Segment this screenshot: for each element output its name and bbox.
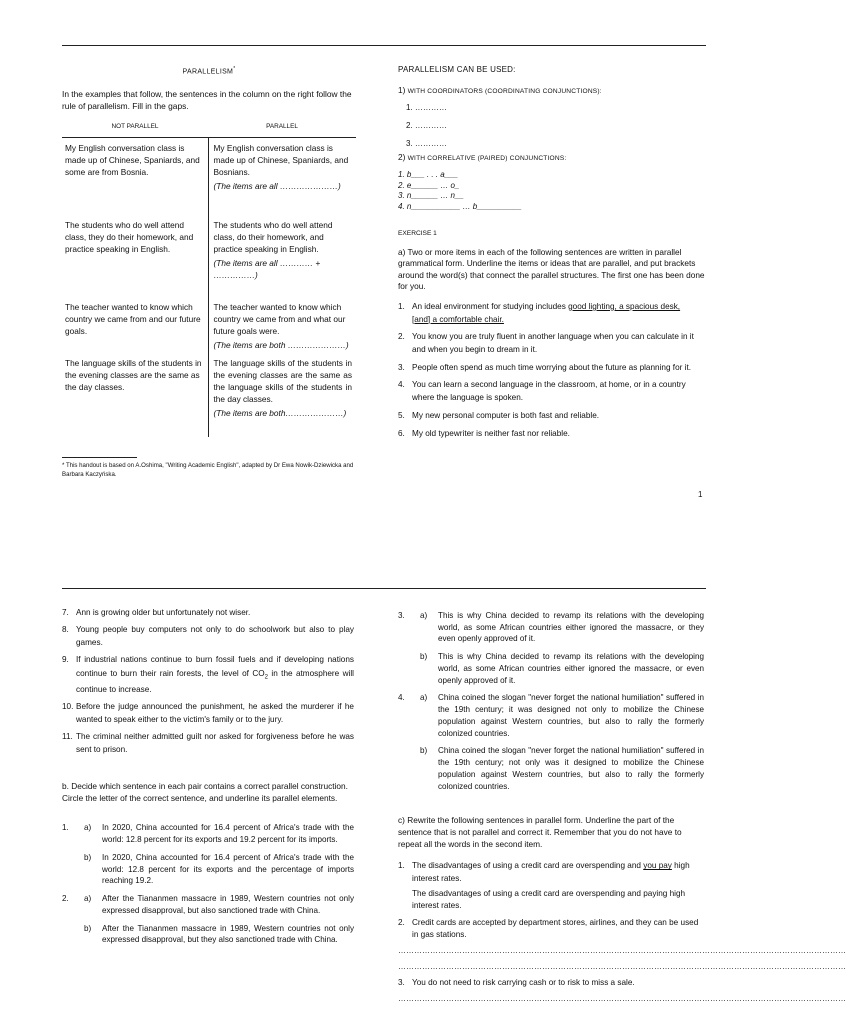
parallel-cell [208, 215, 356, 297]
list-item [398, 331, 705, 356]
item-letter: b) [84, 923, 92, 933]
sentence-text: After the Tiananmen massacre in 1989, Western countries not only expressed disapproval, but also sanctioned trade with China. [102, 894, 354, 915]
page2-left-column [62, 606, 354, 952]
sentence-text: In 2020, China accounted for 16.4 percent of Africa's trade with the world: 12.8 percent for its exports and 19.2 percent for its imports. [102, 823, 354, 845]
intro-text: In the examples that follow, the sentences in the column on the right follow the rule of parallelism. Fill in the gaps. [62, 89, 352, 112]
footnote: * This handout is based on A.Oshima, "Writing Academic English", adapted by Dr Ewa Nowik-Dziewicka and Barbara Kaczyńska. [62, 462, 354, 479]
item-number: 10. [62, 701, 74, 711]
sentence-text: in the atmosphere will continue to increase. [76, 668, 354, 694]
correlative-number: 2) [398, 152, 406, 163]
coordinators-blanks [406, 102, 705, 156]
exercise-intro: a) Two or more items in each of the following sentences are written in parallel grammatical form. Underline the items or ideas that are parallel, and put brackets around the word(s) that connect the parallel structures. The first one has been done for you. [398, 246, 705, 292]
blank-item: 2. ………… [406, 121, 447, 131]
answer-line: …………………………………………………………………………………………………………………………………………………… [398, 994, 846, 1004]
pair-item [62, 822, 354, 845]
list-item [398, 301, 705, 326]
item-letter: a) [420, 693, 428, 703]
sentence-text: My new personal computer is both fast and reliable. [412, 410, 600, 420]
gap-text: (The items are all …………………) [213, 181, 341, 192]
sentence-text: This is why China decided to revamp its relations with the developing world, as some African countries either ignored the massacre, or even openly approved of it. [438, 652, 704, 685]
pair-item [62, 893, 354, 916]
list-item [398, 860, 704, 912]
parallel-cell [208, 297, 356, 353]
item-number: 11. [62, 732, 73, 742]
blank-item: 2. e______ … o_ [398, 180, 460, 190]
part-c-instructions: c) Rewrite the following sentences in parallel form. Underline the part of the sentence that is not parallel and correct it. Remember that you do not have to repeat all the words in the second item. [398, 815, 682, 850]
sentence-text: This is why China decided to revamp its relations with the developing world, as some African countries either ignored the massacre, or they even openly approved of it. [438, 611, 704, 644]
list-item [398, 379, 705, 404]
pair-item [398, 651, 704, 686]
answer-text: The disadvantages of using a credit card are overspending and paying high interest rates. [412, 888, 686, 911]
sentence-text: Credit cards are accepted by department stores, airlines, and they can be used in gas stations. [412, 917, 699, 939]
item-number: 3. [398, 978, 405, 988]
list-item [62, 653, 354, 695]
sentence-pairs [62, 822, 354, 946]
footnote-mark: * [233, 66, 236, 72]
answer-line: …………………………………………………………………………………………………………………………………………………… [398, 962, 846, 972]
item-number: 2. [62, 894, 69, 904]
list-item [398, 977, 704, 989]
header-parallel: PARALLEL [208, 119, 356, 138]
item-number: 2. [398, 917, 405, 927]
list-item [398, 362, 705, 375]
not-parallel-cell: The teacher wanted to know which country we came from and our future goals. [65, 301, 201, 336]
list-item [62, 730, 354, 756]
pair-item [398, 745, 704, 792]
title-text: PARALLELISM [182, 68, 234, 76]
table-header-row [62, 119, 356, 138]
footnote-rule [62, 457, 137, 458]
underlined-text: [and] a comfortable chair. [412, 314, 504, 324]
item-letter: b) [84, 852, 92, 862]
sentence-text: People often spend as much time worrying about the future as planning for it. [412, 362, 691, 372]
item-number: 8. [62, 625, 69, 635]
page1-left-column [62, 66, 356, 437]
table-row [62, 138, 356, 215]
exercise-sentences [398, 301, 705, 440]
item-letter: a) [84, 894, 92, 904]
sentence-text: You know you are truly fluent in another language when you can calculate in it and when you begin to dream in it. [412, 332, 694, 355]
list-item [398, 428, 705, 441]
sentence-text: If industrial nations continue to burn fossil fuels and if developing nations continue to burn their rain forests, the level of CO [76, 655, 354, 678]
page1-top-rule [62, 45, 706, 46]
item-number: 6. [398, 428, 405, 438]
item-number: 1. [398, 861, 405, 871]
list-item [62, 700, 354, 726]
parallel-cell [208, 353, 356, 437]
item-number: 3. [398, 611, 405, 620]
sentence-text: You do not need to risk carrying cash or to risk to miss a sale. [412, 978, 635, 988]
parallel-cell [208, 138, 356, 215]
not-parallel-cell: My English conversation class is made up of Chinese, Spaniards, and some are from Bosnia. [65, 143, 200, 178]
item-letter: b) [420, 652, 428, 662]
pair-item [398, 610, 704, 645]
list-item [398, 917, 704, 942]
table-row [62, 215, 356, 297]
sentence-text: The disadvantages of using a credit card are overspending and [412, 861, 644, 871]
sentence-text: Before the judge announced the punishment, he asked the murderer if he wanted to speak either to the victim's family or to the jury. [76, 701, 354, 724]
coordinators-number: 1) [398, 84, 406, 95]
parallelism-table [62, 119, 356, 437]
sentence-text: The criminal neither admitted guilt nor asked for forgiveness before he was sent to prison. [76, 732, 354, 755]
correlative-blanks [398, 170, 705, 213]
sentence-text: Young people buy computers not only to do schoolwork but also to play games. [76, 625, 354, 648]
page1-right-column [398, 64, 705, 445]
coordinators-heading [398, 84, 705, 97]
list-item [62, 623, 354, 649]
item-letter: b) [420, 746, 428, 756]
page-number: 1 [698, 490, 703, 499]
can-be-used-heading: PARALLELISM CAN BE USED: [398, 65, 516, 74]
gap-text: (The items are all ………… + ……………) [213, 257, 321, 280]
not-parallel-cell: The students who do well attend class, they do their homework, and practice speaking in English. [65, 219, 194, 254]
pair-item [62, 852, 354, 887]
table-row [62, 297, 356, 353]
item-number: 2. [398, 332, 405, 342]
blank-item: 4. n___________ … b__________ [398, 202, 522, 212]
sentence-text: high interest rates. [412, 861, 690, 883]
page2-right-column [398, 610, 846, 1009]
parallel-text: The students who do well attend class, do their homework, and practice speaking in English. [213, 219, 333, 254]
parallel-text: The teacher wanted to know which country we came from and what our future goals were. [213, 301, 346, 336]
blank-item: 1. ………… [406, 103, 447, 113]
part-b-instructions: b. Decide which sentence in each pair contains a correct parallel construction. Circle the letter of the correct sentence, and underline its parallel elements. [62, 781, 348, 804]
sentence-text: You can learn a second language in the classroom, at home, or in a country where the language is spoken. [412, 380, 686, 403]
sentence-text: My old typewriter is neither fast nor reliable. [412, 428, 570, 438]
correlative-heading [398, 151, 705, 164]
item-number: 1. [398, 301, 405, 311]
pair-item [398, 692, 704, 739]
sentence-text: After the Tiananmen massacre in 1989, Western countries not only expressed disapproval, but they also sanctioned trade with China. [102, 923, 354, 945]
subscript: 2 [264, 674, 268, 681]
pair-item [62, 923, 354, 946]
rewrite-sentences [398, 860, 846, 1005]
underlined-text: you pay [643, 861, 672, 871]
item-letter: a) [420, 611, 428, 620]
page-title [62, 66, 356, 77]
gap-text: (The items are both …………………) [213, 339, 349, 350]
table-row [62, 353, 356, 437]
sentence-text: Ann is growing older but unfortunately not wiser. [76, 608, 251, 617]
header-not-parallel: NOT PARALLEL [62, 119, 208, 138]
parallel-text: The language skills of the students in the evening classes are the same as the language skills of the students in the day classes. [213, 357, 352, 404]
item-number: 4. [398, 693, 405, 703]
coordinators-label: WITH COORDINATORS (COORDINATING CONJUNCTIONS): [407, 87, 602, 95]
page2-top-rule [62, 588, 706, 589]
blank-item: 3. ………… [406, 139, 447, 149]
list-item [62, 606, 354, 619]
item-letter: a) [84, 823, 92, 833]
answer-line: …………………………………………………………………………………………………………………………………………………… [398, 946, 846, 956]
sentence-text: In 2020, China accounted for 16.4 percent of Africa's trade with the world: 12.8 percent for its exports and the percentage of imports reaching 19.2. [102, 852, 354, 886]
list-item [398, 410, 705, 423]
item-number: 7. [62, 608, 69, 617]
item-number: 9. [62, 655, 69, 665]
underlined-text: good lighting, a spacious desk, [568, 301, 681, 311]
not-parallel-cell: The language skills of the students in the evening classes are the same as the day classes. [65, 357, 202, 392]
continued-sentences [62, 606, 354, 756]
item-number: 4. [398, 380, 405, 390]
item-number: 5. [398, 410, 405, 420]
exercise-title: EXERCISE 1 [398, 229, 437, 237]
blank-item: 3. n______ … n__ [398, 191, 464, 201]
item-number: 3. [398, 362, 405, 372]
gap-text: (The items are both…………………) [213, 407, 347, 418]
parallel-text: My English conversation class is made up of Chinese, Spaniards, and Bosnians. [213, 143, 349, 178]
sentence-text: China coined the slogan "never forget the national humiliation" suffered in the 19th century; it was designed not only to mobilize the Chinese population against Western countries, but also to rally the formerly colonized countries. [438, 693, 704, 738]
sentence-text: China coined the slogan "never forget the national humiliation" suffered in the 19th century; not only was it designed to mobilize the Chinese population against Western countries, but also to rally the formerly colonized countries. [438, 746, 704, 791]
blank-item: 1. b___ . . . a___ [398, 169, 459, 179]
sentence-text: An ideal environment for studying includes [412, 301, 569, 311]
correlative-label: WITH CORRELATIVE (PAIRED) CONJUNCTIONS: [407, 155, 567, 163]
item-number: 1. [62, 823, 69, 833]
sentence-pairs [398, 610, 704, 792]
